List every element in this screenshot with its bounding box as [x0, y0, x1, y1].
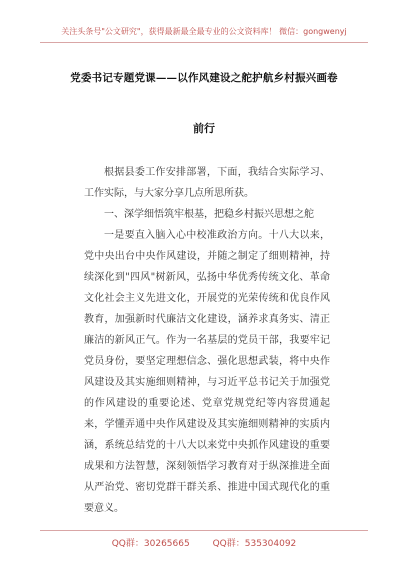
section-heading: 一、深学细悟筑牢根基，把稳乡村振兴思想之舵 — [104, 209, 314, 220]
page-footer — [0, 536, 408, 549]
footer-qq-group-1: QQ群：30265665 — [111, 539, 190, 549]
header-divider — [40, 42, 368, 43]
footer-qq-group-2: QQ群：535304092 — [212, 539, 297, 549]
footer-divider — [40, 530, 368, 531]
document-subtitle: 前行 — [193, 122, 215, 135]
page-header: 关注头条号"公文研究"，获得最新最全最专业的公文资料库！ 微信：gongwenyj — [61, 27, 347, 36]
document-title: 党委书记专题党课——以作风建设之舵护航乡村振兴画卷 — [70, 72, 338, 84]
paragraph-intro: 根据县委工作安排部署，下面，我结合实际学习、工作实际，与大家分享几点所思所获。 — [84, 167, 330, 199]
document-body — [84, 162, 330, 519]
paragraph-main: 一是要直入脑入心中校准政治方向。十八大以来，党中央出台中央作风建设，并随之制定了细则精神，持续深化到"四风"树新风，弘扬中华优秀传统文化、革命文化社会主义先进文化，开展党的光荣传统和优良作风教育，加强新时代廉洁文化建设，涵养求真务实、清正廉洁的新风正气。作为一名基层的党员干部，我要牢记党员身份，要坚定理想信念、强化思想武装，将中央作风建设及其实施细则精神，与习近平总书记关于加强党的作风建设的重要论述、党章党规党纪等内容贯通起来，学懂弄通中央作风建设及其实施细则精神的实质内涵，系统总结党的十八大以来党中央抓作风建设的重要成果和方法智慧，深刻领悟学习教育对于纵深推进全面从严治党、密切党群干群关系、推进中国式现代化的重要意义。 — [84, 230, 330, 514]
